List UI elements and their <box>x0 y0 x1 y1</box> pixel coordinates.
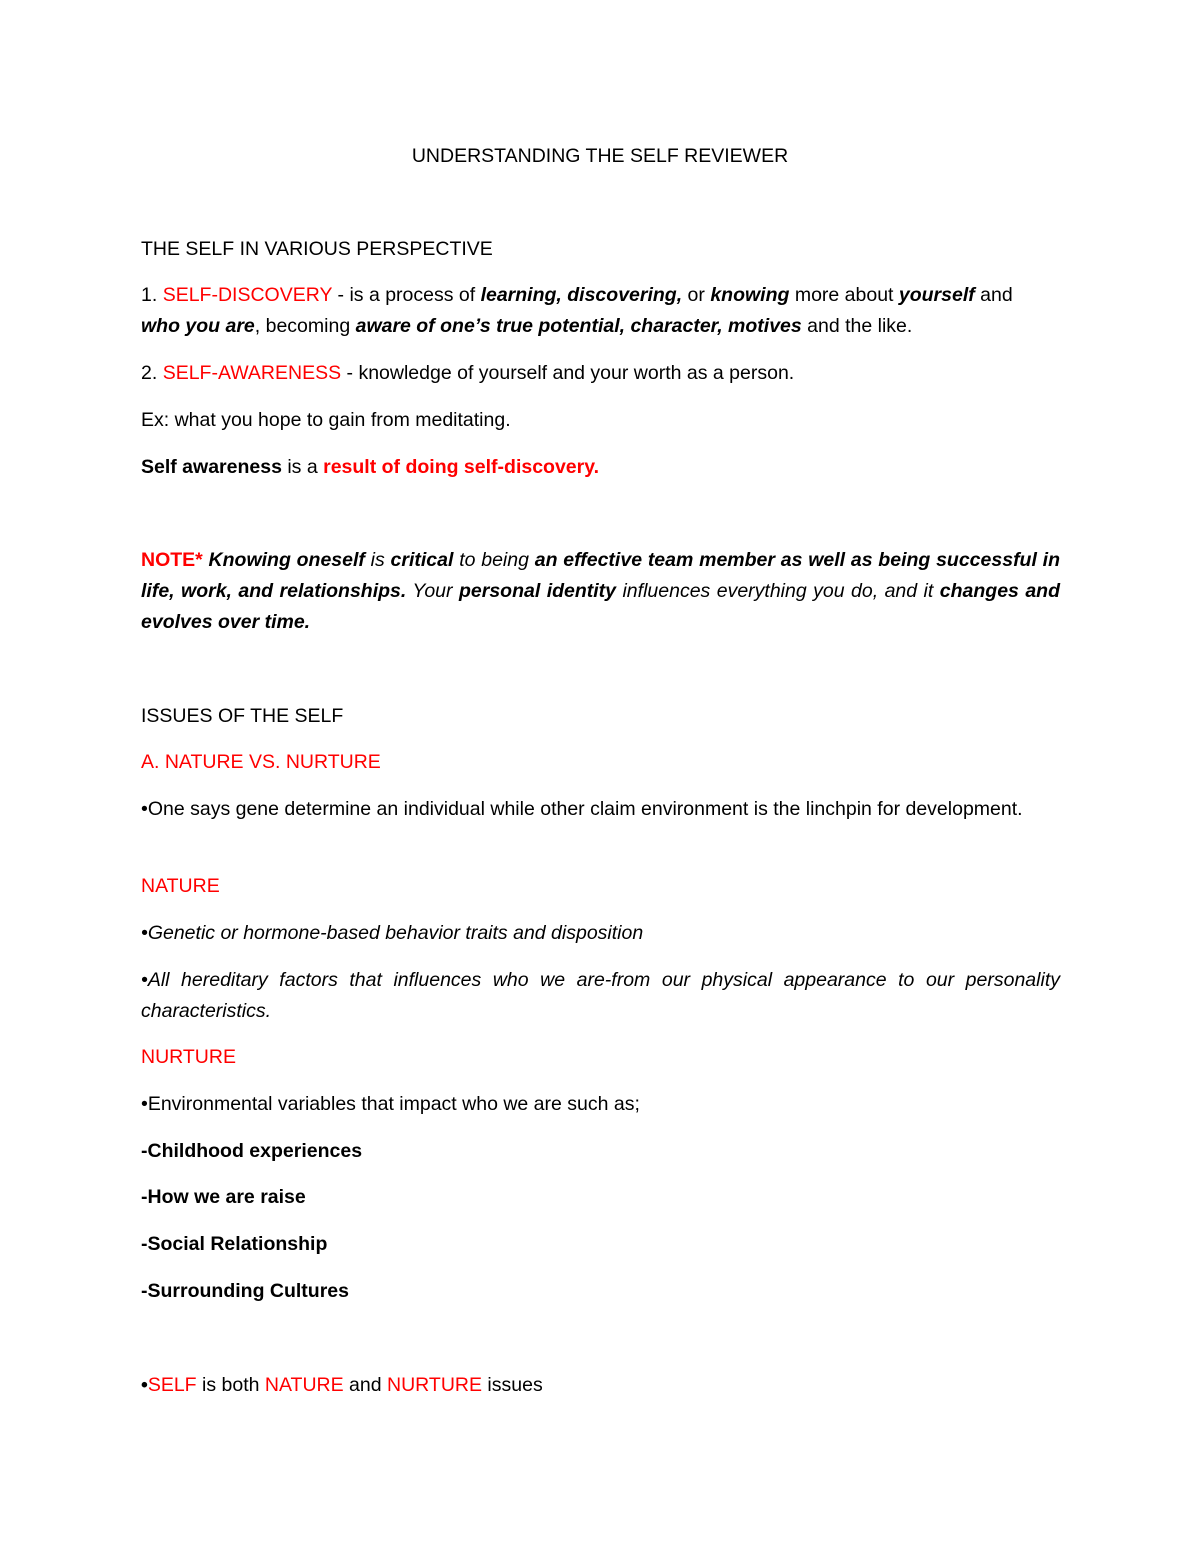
nurture-label: NURTURE <box>141 1046 236 1068</box>
emphasis: learning, discovering, <box>480 284 683 306</box>
text: is <box>364 549 391 571</box>
text: personal identity <box>458 580 617 602</box>
emphasis: knowing <box>710 284 790 306</box>
note-paragraph <box>141 545 1060 638</box>
text: or <box>682 284 711 306</box>
text: is a <box>281 456 324 478</box>
item-number: 1. <box>141 284 158 306</box>
text: influences everything you do, and it <box>616 580 940 602</box>
result-line <box>141 452 1060 483</box>
text-bold: Self awareness <box>141 456 282 478</box>
text-highlight: NURTURE <box>387 1374 482 1396</box>
nurture-item: -Surrounding Cultures <box>141 1280 349 1302</box>
text: is both <box>196 1374 265 1396</box>
conclusion-line <box>141 1370 1060 1401</box>
definition: - knowledge of yourself and your worth as a person. <box>341 362 795 384</box>
emphasis: who you are <box>141 315 255 337</box>
text: changes and evolves over time. <box>141 580 1060 633</box>
nurture-item: -How we are raise <box>141 1186 306 1208</box>
text: and <box>343 1374 388 1396</box>
emphasis: aware of one’s true potential, character, motives <box>355 315 802 337</box>
nature-nurture-intro: •One says gene determine an individual while other claim environment is the linchpin for development. <box>141 798 1023 820</box>
term-self-awareness: SELF-AWARENESS <box>162 362 342 384</box>
text: , becoming <box>254 315 356 337</box>
text-highlight: SELF <box>147 1374 197 1396</box>
nature-bullet-2: •All hereditary factors that influences who we are-from our physical appearance to our personality characteristics. <box>141 969 1060 1022</box>
section-heading-issues: ISSUES OF THE SELF <box>141 705 344 727</box>
text-highlight: NATURE <box>264 1374 344 1396</box>
text-highlight: result of doing self-discovery. <box>323 456 600 478</box>
text: issues <box>482 1374 543 1396</box>
item-number: 2. <box>141 362 158 384</box>
text: - is a process of <box>332 284 481 306</box>
nature-label: NATURE <box>141 875 220 897</box>
subheading-nature-vs-nurture: A. NATURE VS. NURTURE <box>141 751 381 773</box>
text: more about <box>789 284 899 306</box>
self-discovery-line-2 <box>141 311 1060 342</box>
nature-bullet-1: •Genetic or hormone-based behavior traits and disposition <box>141 922 644 944</box>
nurture-item: -Childhood experiences <box>141 1140 363 1162</box>
text: and <box>974 284 1013 306</box>
note-label: NOTE* <box>141 549 203 571</box>
text: to being <box>453 549 535 571</box>
term-self-discovery: SELF-DISCOVERY <box>162 284 333 306</box>
nurture-intro: •Environmental variables that impact who we are such as; <box>141 1093 640 1115</box>
text: Your <box>406 580 459 602</box>
text: critical <box>390 549 454 571</box>
page-title: UNDERSTANDING THE SELF REVIEWER <box>411 145 789 167</box>
self-discovery-line-1 <box>141 280 1060 311</box>
section-heading-perspective: THE SELF IN VARIOUS PERSPECTIVE <box>141 238 493 260</box>
example-line: Ex: what you hope to gain from meditating. <box>141 409 511 431</box>
bullet: • <box>141 1374 148 1396</box>
self-awareness-line <box>141 358 1060 389</box>
text: and the like. <box>801 315 913 337</box>
nurture-item: -Social Relationship <box>141 1233 328 1255</box>
emphasis: yourself <box>898 284 975 306</box>
text: an effective team member as well as being successful in life, work, and relationships. <box>141 549 1060 602</box>
text: Knowing oneself <box>202 549 365 571</box>
